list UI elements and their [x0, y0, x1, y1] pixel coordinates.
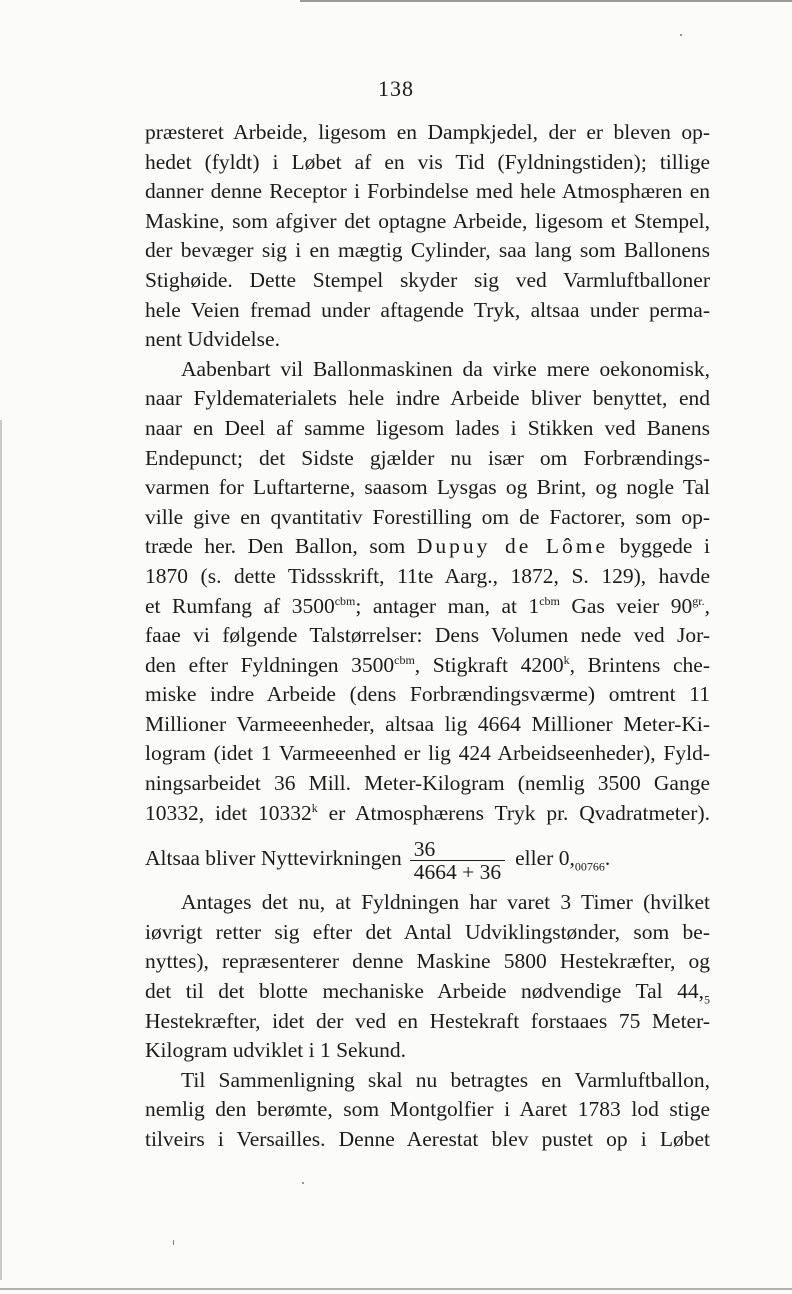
text-line: 10332, idet 10332$^k$ er Atmosphærens Tryk pr. Qvadratmeter).: [145, 800, 710, 825]
fraction-numerator: 36: [413, 836, 436, 861]
bottom-edge-rule: [0, 1288, 792, 1290]
left-page-edge: [0, 420, 2, 1280]
text-line: nemlig den berømte, som Montgolfier i Aaret 1783 lod stige: [145, 1097, 710, 1122]
paragraph-start: Aabenbart vil Ballonmaskinen da virke mere oekonomisk,: [181, 356, 710, 381]
text-line: naar en Deel af samme ligesom lades i Stikken ved Banens: [145, 415, 710, 440]
text-line: Endepunct; det Sidste gjælder nu især om Forbrændings-: [145, 445, 710, 470]
text-line: naar Fyldematerialets hele indre Arbeide bliver benyttet, end: [145, 386, 710, 411]
text-line: den efter Fyldningen $3500^{cbm}$, Stigkraft 4200$^k$, Brintens che-: [145, 652, 710, 677]
text-line: miske indre Arbeide (dens Forbrændingsværme) omtrent 11: [145, 682, 710, 707]
text-line: der bevæger sig i en mægtig Cylinder, saa lang som Ballonens: [145, 238, 710, 263]
text-line: Hestekræfter, idet der ved en Hestekraft forstaaes 75 Meter-: [145, 1008, 710, 1033]
text-line: præsteret Arbeide, ligesom en Dampkjedel, der er bleven op-: [145, 120, 710, 144]
paper-speck: [173, 1240, 174, 1245]
text-line: ville give en qvantitativ Forestilling om de Factorer, som op-: [145, 504, 710, 529]
efficiency-fraction: [410, 838, 505, 883]
text-line: 1870 (s. dette Tidssskrift, 11te Aarg., 1872, S. 129), havde: [145, 563, 710, 588]
page-number: 138: [378, 76, 414, 101]
text-line: iøvrigt retter sig efter det Antal Udviklingstønder, som be-: [145, 919, 710, 944]
formula-line: Altsaa bliver Nyttevirkningen $\frac{36}{4664 + 36}$ eller $0,_{00766}$.: [145, 836, 611, 884]
text-line: nent Udvidelse.: [145, 327, 280, 352]
text-line: hele Veien fremad under aftagende Tryk, altsaa under perma-: [145, 297, 710, 322]
text-line: logram (idet 1 Varmeeenhed er lig 424 Arbeidseenheder), Fyld-: [145, 741, 710, 766]
paper-speck: [680, 34, 682, 36]
text-line: Millioner Varmeeenheder, altsaa lig 4664 Millioner Meter-Ki-: [145, 711, 710, 736]
text-line: varmen for Luftarterne, saasom Lysgas og Brint, og nogle Tal: [145, 475, 710, 500]
text-line: træde her. Den Ballon, som Dupuy de Lôme byggede i: [145, 534, 711, 559]
body-text: [145, 118, 710, 1155]
text-line: nyttes), repræsenterer denne Maskine 5800 Hestekræfter, og: [145, 949, 710, 974]
text-line: tilveirs i Versailles. Denne Aerestat blev pustet op i Løbet: [145, 1127, 710, 1151]
paper-speck: [302, 1182, 304, 1184]
text-line: det til det blotte mechaniske Arbeide nødvendige Tal $44,_5$: [145, 979, 710, 1007]
text-line: Kilogram udviklet i 1 Sekund.: [145, 1038, 406, 1063]
text-line: Stighøide. Dette Stempel skyder sig ved Varmluftballoner: [145, 267, 710, 292]
text-line: ningsarbeidet 36 Mill. Meter-Kilogram (nemlig 3500 Gange: [145, 771, 710, 796]
text-line: et Rumfang af $3500^{cbm}$; antager man, at $1^{cbm}$ Gas veier $90^{gr.}$,: [145, 593, 710, 618]
fraction-denominator: 4664 + 36: [410, 860, 505, 883]
top-edge-rule: [300, 0, 792, 2]
text-line: Maskine, som afgiver det optagne Arbeide, ligesom et Stempel,: [145, 208, 710, 233]
paragraph-start: Til Sammenligning skal nu betragtes en Varmluftballon,: [181, 1067, 710, 1092]
paragraph-start: Antages det nu, at Fyldningen har varet 3 Timer (hvilket: [181, 890, 710, 915]
name-dupuy-de-lome: Dupuy de Lôme: [416, 534, 608, 559]
text-line: danner denne Receptor i Forbindelse med hele Atmosphæren en: [145, 179, 710, 204]
text-line: faae vi følgende Talstørrelser: Dens Volumen nede ved Jor-: [145, 623, 710, 648]
text-line: hedet (fyldt) i Løbet af en vis Tid (Fyldningstiden); tillige: [145, 149, 710, 174]
